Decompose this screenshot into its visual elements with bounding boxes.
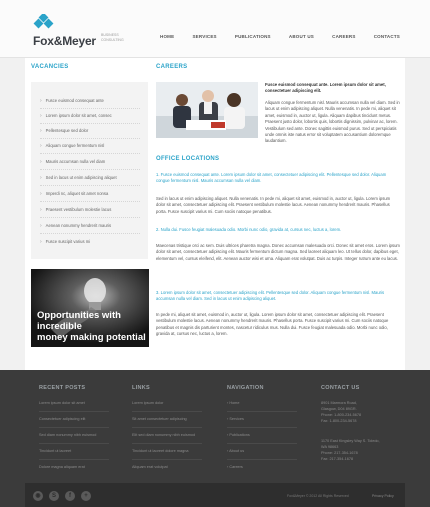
divider <box>39 411 109 412</box>
nav-home[interactable]: HOME <box>160 34 175 39</box>
recent-post-link[interactable]: Dolore magna aliquam erat <box>39 465 85 469</box>
list-item[interactable]: › Fusce suscipit varius mi <box>40 239 90 245</box>
divider <box>132 411 202 412</box>
footer-nav-careers[interactable]: › Careers <box>227 465 243 469</box>
diamond-logo-icon <box>33 14 55 34</box>
divider <box>40 108 140 109</box>
business-people-image <box>156 82 258 138</box>
rss-icon[interactable]: ◉ <box>33 491 43 501</box>
recent-post-link[interactable]: Sed diam nonummy nibh euismod <box>39 433 97 437</box>
logo-tagline: BUSINESS CONSULTING <box>101 33 124 42</box>
divider <box>40 233 140 234</box>
nav-services[interactable]: SERVICES <box>192 34 217 39</box>
fax: Fax: 1-800-234-5678 <box>321 419 357 423</box>
divider <box>40 185 140 186</box>
fax: Fax: 217-354-1678 <box>321 457 354 461</box>
footer-nav-label: Home <box>229 401 240 405</box>
header <box>0 0 430 58</box>
divider <box>40 201 140 202</box>
list-item[interactable]: › Mauris accumsan nulla vel diam <box>40 159 105 165</box>
list-item[interactable]: › Aenean nonummy hendrerit mauris <box>40 223 111 229</box>
divider <box>40 153 140 154</box>
footer-nav-label: Careers <box>229 465 243 469</box>
main-nav <box>160 34 400 39</box>
navigation-title: NAVIGATION <box>227 385 264 391</box>
address-line: Glasgow, D04 89GR. <box>321 407 357 411</box>
banner-text <box>37 310 146 343</box>
list-item[interactable]: › Praesent vestibulum molestie lacus <box>40 207 111 213</box>
facebook-icon[interactable]: f <box>65 491 75 501</box>
vacancies-list <box>31 82 148 259</box>
divider <box>40 138 140 139</box>
phone: Phone: 217-354-1678 <box>321 451 358 455</box>
careers-photo <box>156 82 258 138</box>
phone: Phone: 1-800-234-5678 <box>321 413 362 417</box>
privacy-policy-link[interactable]: Privacy Policy <box>372 494 394 498</box>
divider <box>132 459 202 460</box>
contact-address-2 <box>321 438 380 462</box>
list-item[interactable]: › Imperdi nc, aliquet sit amet nonsa <box>40 191 108 197</box>
office-2-body: Maecenas tristique orci ac sem. Duis ultrices pharetra magna. Donec accumsan malesuada orci. Donec sit amet eros. Lorem ipsum dolor sit amet, consectetuer adipiscing elit. Mauris fermentum dictum magna. Sed laoreet aliquam leo. Ut tellus dolor, dapibus eget, elementum vel, cursus eleifend, elit. Aenean auctor wisi et urna. Aliquam erat volutpat. Duis ac turpis. Integer rutrum ante eu lacus. <box>156 243 400 261</box>
footer-link[interactable]: Aliquam erat volutpat <box>132 465 168 469</box>
address-line: 1170 East Kingsley Way S. Toledo, <box>321 439 380 443</box>
list-item[interactable]: › Lorem ipsum dolor sit amet, consec <box>40 113 112 119</box>
address-line: WA 98663 <box>321 445 339 449</box>
footer-link[interactable]: Sit amet consectetuer adipiscing <box>132 417 187 421</box>
recent-posts-title: RECENT POSTS <box>39 385 86 391</box>
banner-line-3: money making potential <box>37 332 146 343</box>
footer-nav-label: About us <box>229 449 245 453</box>
logo-name: Fox&Meyer <box>33 34 96 48</box>
list-item[interactable]: › Fusce euismod consequat ante <box>40 98 104 104</box>
divider <box>227 427 297 428</box>
list-item[interactable]: › Sed in lacus ut enim adipiscing aliquet <box>40 175 117 181</box>
nav-about-us[interactable]: ABOUT US <box>288 34 314 39</box>
footer-link[interactable]: Elit sed diam nonummy nibh euismod <box>132 433 196 437</box>
links-title: LINKS <box>132 385 150 391</box>
divider <box>40 217 140 218</box>
divider <box>40 123 140 124</box>
office-1-link[interactable]: 1. Fusce euismod consequat ante. Lorem ipsum dolor sit amet, consectetuer adipiscing elit. Pellentesque sed dolor. Aliquam congue fermentum nisl. Mauris accumsan nulla vel diam. <box>156 172 387 184</box>
recent-post-link[interactable]: Consectetuer adipiscing elit <box>39 417 86 421</box>
nav-contacts[interactable]: CONTACTS <box>373 34 400 39</box>
office-1-body: Sed in lacus ut enim adipiscing aliquet. Nulla venenatis. In pede mi, aliquet sit amet, euismod in, auctor ut, ligula. Lorem ipsum dolor sit amet, consectetuer adipiscing elit. Praesent vestibulum molestie lacus. Aenean nonummy hendrerit mauris. Phasellus porta. Fusce suscipit varius mi. Cum sociis natoque penatibus. <box>156 196 391 214</box>
banner-line-2: incredible <box>37 321 82 332</box>
footer-nav-services[interactable]: › Services <box>227 417 244 421</box>
footer-nav-publications[interactable]: › Publications <box>227 433 250 437</box>
recent-post-link[interactable]: Lorem ipsum dolor sit amet <box>39 401 85 405</box>
address-line: 8901 Marmora Road, <box>321 401 357 405</box>
divider <box>39 459 109 460</box>
office-3-body: In pede mi, aliquet sit amet, euismod in, auctor ut, ligula. Lorem ipsum dolor sit amet, consectetuer adipiscing elit. Praesent vestibulum molestie lacus. Aenean nonummy hendrerit mauris. Phasellus porta. Fusce suscipit varius mi. Cum sociis natoque penatibus et magnis dis parturient montes, nascetur ridiculus mus. Nulla dui. Fusce feugiat malesuada odio. Morbi nunc odio, gravida at, cursus nec, luctus a, lorem. <box>156 312 389 337</box>
divider <box>227 411 297 412</box>
careers-title: CAREERS <box>156 64 188 70</box>
opportunities-banner[interactable] <box>31 269 149 347</box>
list-item[interactable]: › Pellentesque sed dolor <box>40 128 88 134</box>
footer-link[interactable]: Tincidunt ut laoreet dolore magna <box>132 449 189 453</box>
list-item[interactable]: › Aliquam congue fermentum nisl <box>40 143 104 149</box>
divider <box>40 169 140 170</box>
office-2-link[interactable]: 2. Nulla dui. Fusce feugiat malesuada odio. Morbi nunc odio, gravida at, cursus nec, luctus a, lorem. <box>156 227 342 232</box>
footer-nav-about[interactable]: › About us <box>227 449 245 453</box>
banner-line-1: Opportunities with <box>37 310 121 321</box>
divider <box>227 443 297 444</box>
divider <box>39 427 109 428</box>
divider <box>227 459 297 460</box>
careers-body: Aliquam congue fermentum nisl. Mauris accumsan nulla vel diam. Sed in lacus ut enim adipiscing aliquet. Nulla venenatis. In pede mi, aliquet sit amet, euismod in, auctor ut, ligula. Aliquam dapibus tincidunt metus. Praesent justo dolor, lobortis quis, lobortis dignissim, pulvinar ac, lorem. Vestibulum sed ante. Donec sagittis euismod purus. Sed ut perspiciatis unde omnis iste natus error sit voluptatem accusantium doloremque laudantium. <box>265 100 400 144</box>
offices-title: OFFICE LOCATIONS <box>156 156 220 162</box>
divider <box>39 443 109 444</box>
contact-address-1 <box>321 400 361 424</box>
nav-publications[interactable]: PUBLICATIONS <box>234 34 271 39</box>
footer-nav-home[interactable]: › Home <box>227 401 240 405</box>
skype-icon[interactable]: S <box>49 491 59 501</box>
divider <box>132 443 202 444</box>
footer-nav-label: Services <box>229 417 244 421</box>
footer-nav-label: Publications <box>229 433 250 437</box>
contact-title: CONTACT US <box>321 385 360 391</box>
copyright: Fox&Meyer © 2012 All Rights Reserved <box>287 494 349 498</box>
recent-post-link[interactable]: Tincidunt ut laoreet <box>39 449 72 453</box>
divider <box>132 427 202 428</box>
plus-icon[interactable]: + <box>81 491 91 501</box>
careers-lead: Fusce euismod consequat ante. Lorem ipsum dolor sit amet, consectetuer adipiscing elit. <box>265 82 386 94</box>
vacancies-title: VACANCIES <box>31 64 69 70</box>
nav-careers[interactable]: CAREERS <box>332 34 356 39</box>
footer-link[interactable]: Lorem ipsum dolor <box>132 401 164 405</box>
office-3-link[interactable]: 3. Lorem ipsum dolor sit amet, consectetuer adipiscing elit. Pellentesque sed dolor. Aliquam congue fermentum nisl. Mauris accumsan nulla vel diam. Sed in lacus ut enim adipiscing aliquet. <box>156 290 385 302</box>
